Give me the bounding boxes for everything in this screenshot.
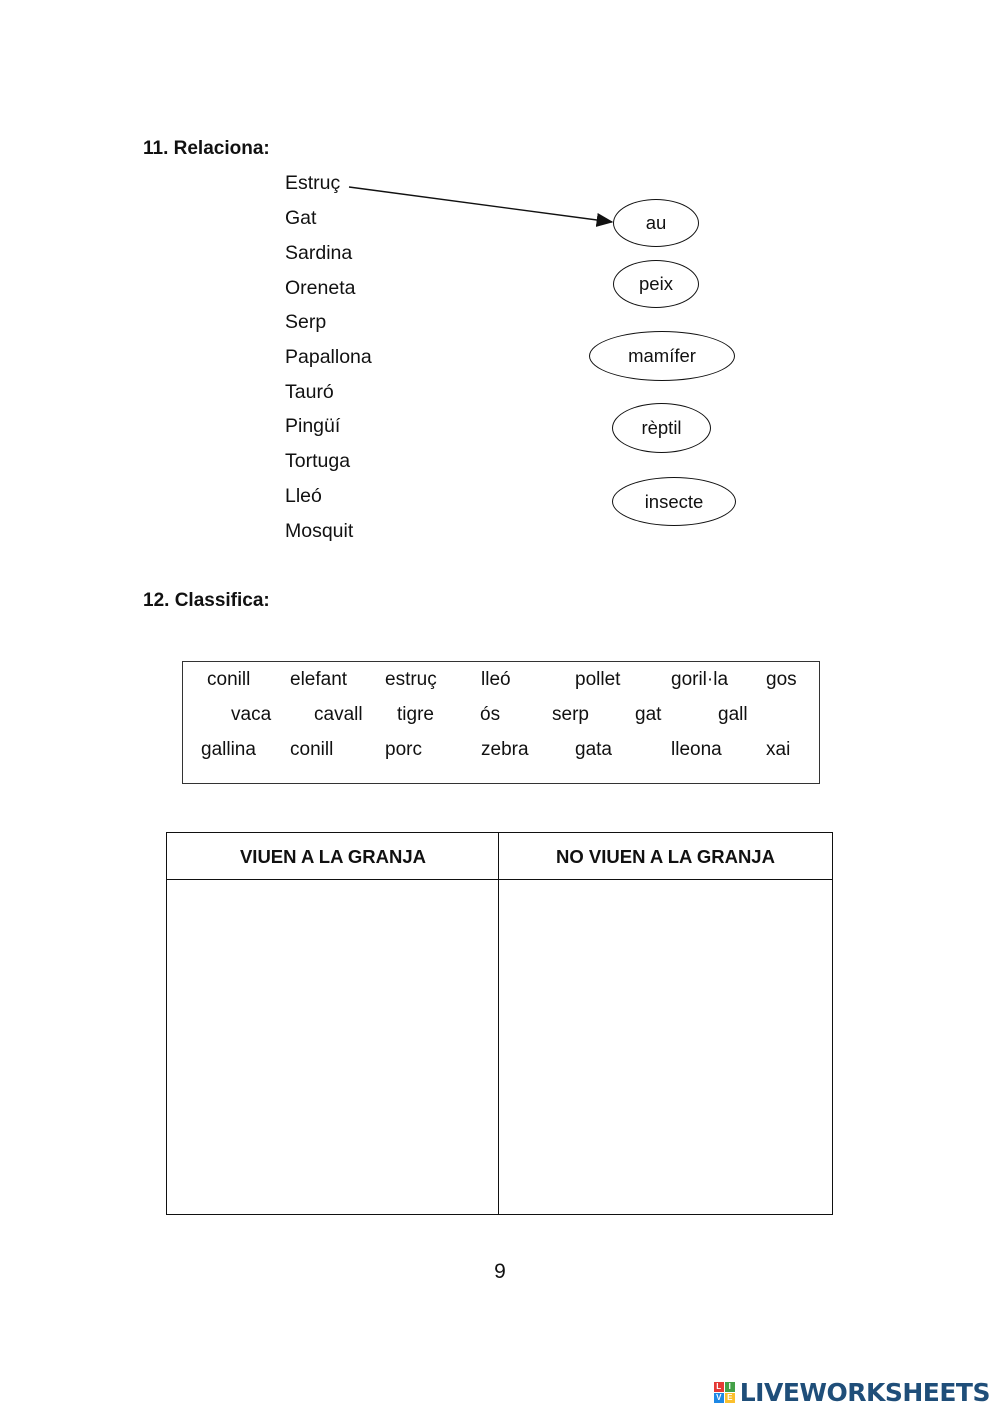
brand-grid-cell: E	[725, 1393, 735, 1403]
word-item[interactable]: serp	[552, 704, 589, 725]
section-11-title: 11. Relaciona:	[143, 138, 270, 159]
word-item[interactable]: pollet	[575, 669, 621, 690]
word-item[interactable]: gall	[718, 704, 748, 725]
animal-item[interactable]: Papallona	[285, 346, 372, 368]
brand-logo[interactable]	[714, 1378, 990, 1407]
word-bank	[182, 661, 820, 784]
section-12-title: 12. Classifica:	[143, 590, 270, 611]
word-item[interactable]: lleó	[481, 669, 511, 690]
animal-item[interactable]: Tortuga	[285, 450, 351, 472]
animal-item[interactable]: Tauró	[285, 381, 334, 403]
word-item[interactable]: vaca	[231, 704, 272, 725]
word-item[interactable]: conill	[207, 669, 251, 690]
category-oval-reptil[interactable]: rèptil	[612, 403, 711, 453]
animal-item[interactable]: Mosquit	[285, 520, 354, 542]
word-item[interactable]: gallina	[201, 739, 256, 760]
word-item[interactable]: estruç	[385, 669, 437, 690]
brand-grid-cell: I	[725, 1382, 735, 1392]
animal-item[interactable]: Sardina	[285, 242, 353, 264]
table-header-not-farm: NO VIUEN A LA GRANJA	[556, 845, 775, 867]
word-item[interactable]: zebra	[481, 739, 529, 760]
table-header-farm: VIUEN A LA GRANJA	[239, 845, 427, 867]
page-number: 9	[494, 1260, 506, 1283]
drop-zone-farm[interactable]	[167, 880, 498, 1214]
example-arrow	[0, 0, 1000, 300]
word-item[interactable]: xai	[766, 739, 791, 760]
animal-item[interactable]: Serp	[285, 311, 327, 333]
category-oval-peix[interactable]: peix	[613, 260, 699, 308]
word-item[interactable]: conill	[290, 739, 334, 760]
animal-item[interactable]: Pingüí	[285, 415, 341, 437]
word-item[interactable]: ós	[480, 704, 501, 725]
category-oval-au[interactable]: au	[613, 199, 699, 247]
word-item[interactable]: goril·la	[671, 669, 729, 690]
drop-zone-not-farm[interactable]	[500, 880, 832, 1214]
category-oval-mamifer[interactable]: mamífer	[589, 331, 735, 381]
word-item[interactable]: tigre	[397, 704, 434, 725]
animal-item[interactable]: Lleó	[285, 485, 322, 507]
word-item[interactable]: gos	[766, 669, 797, 690]
animal-item[interactable]: Gat	[285, 207, 317, 229]
word-item[interactable]: elefant	[290, 669, 348, 690]
column-divider	[498, 833, 499, 1214]
word-item[interactable]: cavall	[314, 704, 363, 725]
brand-grid-cell: V	[714, 1393, 724, 1403]
category-oval-insecte[interactable]: insecte	[612, 477, 736, 526]
animal-item[interactable]: Oreneta	[285, 277, 356, 299]
classification-table	[166, 832, 833, 1215]
brand-grid-icon	[714, 1382, 735, 1403]
brand-grid-cell: L	[714, 1382, 724, 1392]
word-item[interactable]: gata	[575, 739, 612, 760]
brand-text: LIVEWORKSHEETS	[739, 1378, 990, 1407]
animal-item[interactable]: Estruç	[285, 172, 341, 194]
word-item[interactable]: porc	[385, 739, 422, 760]
word-item[interactable]: lleona	[671, 739, 722, 760]
word-item[interactable]: gat	[635, 704, 662, 725]
